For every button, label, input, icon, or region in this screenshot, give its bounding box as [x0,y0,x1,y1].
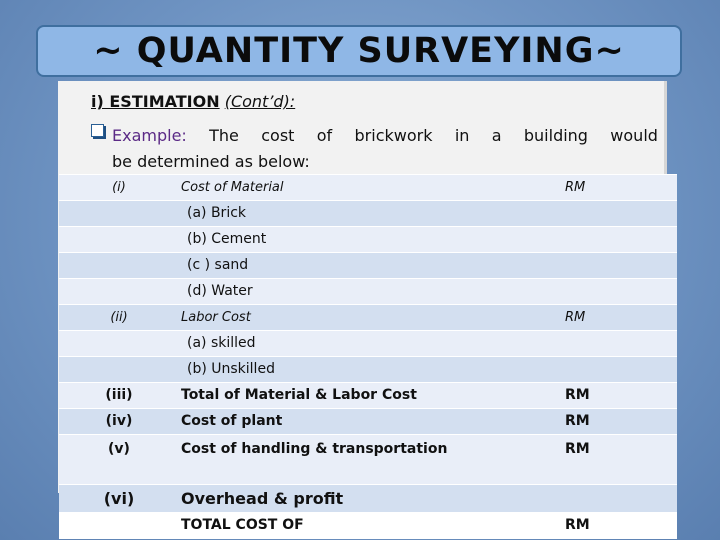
paragraph-word: would [610,126,658,145]
table-row [59,253,677,279]
unit-cell: RM [509,409,677,435]
row-number-cell: (ii) [59,305,179,331]
table-row [59,201,677,227]
unit-cell: RM [509,383,677,409]
cost-table [59,174,677,539]
table-row [59,331,677,357]
table-row [59,305,677,331]
unit-cell [509,485,677,513]
page-title: ~ QUANTITY SURVEYING~ [93,31,625,71]
unit-cell: RM [509,305,677,331]
row-number-cell [59,357,179,383]
unit-cell [509,279,677,305]
table-row [59,227,677,253]
example-paragraph [112,123,658,175]
unit-cell [509,357,677,383]
paragraph-word: a [491,126,502,145]
paragraph-word: cost [261,126,295,145]
table-row [59,383,677,409]
example-label: Example: [112,126,187,145]
item-cell: Cost of plant [179,409,509,435]
paragraph-word: building [523,126,588,145]
unit-cell: RM [509,175,677,201]
heading-main: i) ESTIMATION [91,92,220,111]
item-cell: (d) Water [179,279,509,305]
row-number-cell: (iv) [59,409,179,435]
paragraph-line-2: be determined as below: [112,152,310,171]
item-cell: (b) Unskilled [179,357,509,383]
item-cell: Overhead & profit [179,485,509,513]
row-number-cell [59,513,179,539]
row-number-cell: (vi) [59,485,179,513]
unit-cell [509,201,677,227]
table-row [59,435,677,485]
section-heading [91,92,295,111]
item-cell: Total of Material & Labor Cost [179,383,509,409]
unit-cell: RM [509,435,677,485]
item-cell: Cost of Material [179,175,509,201]
paragraph-line-1 [112,123,658,149]
unit-cell [509,253,677,279]
item-cell: (a) skilled [179,331,509,357]
row-number-cell [59,279,179,305]
item-cell: (b) Cement [179,227,509,253]
row-number-cell: (v) [59,435,179,485]
row-number-cell [59,201,179,227]
row-number-cell [59,253,179,279]
paragraph-word: The [209,126,239,145]
table-row [59,409,677,435]
table-row [59,485,677,513]
heading-cont: (Cont’d): [224,92,296,111]
table-row [59,175,677,201]
table-row [59,357,677,383]
paragraph-word: brickwork [354,126,433,145]
row-number-cell: (i) [59,175,179,201]
cost-table-body [59,175,677,539]
table-row [59,279,677,305]
table-row [59,513,677,539]
paragraph-word: in [454,126,470,145]
unit-cell [509,331,677,357]
item-cell: Labor Cost [179,305,509,331]
row-number-cell [59,227,179,253]
item-cell: Cost of handling & transportation [179,435,509,485]
unit-cell [509,227,677,253]
item-cell: TOTAL COST OF [179,513,509,539]
row-number-cell: (iii) [59,383,179,409]
checkbox-bullet-icon [91,124,104,137]
item-cell: (a) Brick [179,201,509,227]
item-cell: (c ) sand [179,253,509,279]
paragraph-word: of [316,126,333,145]
unit-cell: RM [509,513,677,539]
row-number-cell [59,331,179,357]
title-banner [36,25,682,77]
